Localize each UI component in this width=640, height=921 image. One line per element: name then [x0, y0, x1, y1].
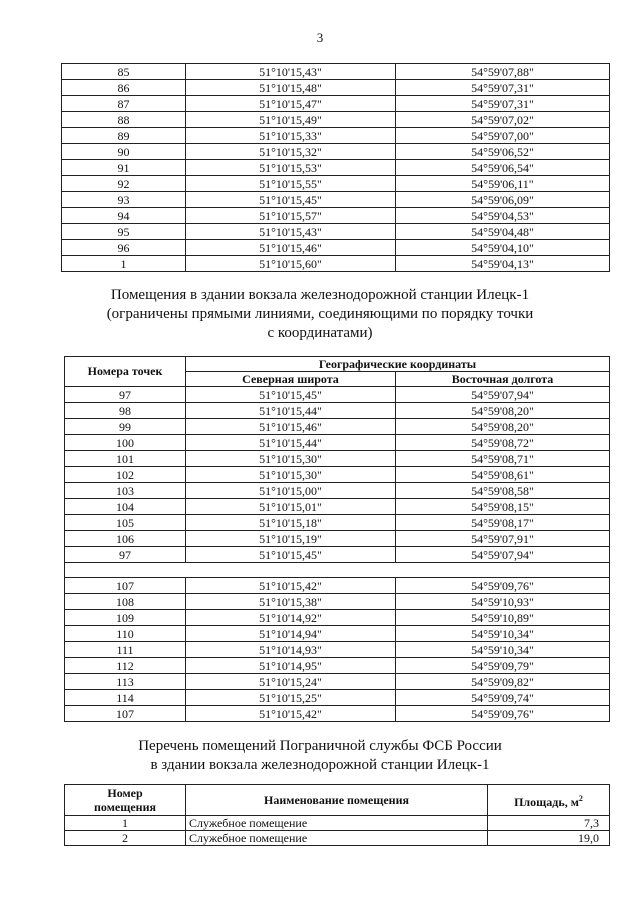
table-row [65, 706, 610, 722]
longitude-cell: 54°59'10,89" [396, 610, 610, 626]
latitude-cell: 51°10'15,45" [186, 547, 396, 563]
latitude-cell: 51°10'15,53" [186, 160, 396, 176]
latitude-cell: 51°10'14,95" [186, 658, 396, 674]
point-number: 97 [65, 547, 186, 563]
longitude-cell: 54°59'07,31" [396, 96, 610, 112]
room-name: Служебное помещение [186, 831, 488, 846]
table-row [65, 674, 610, 690]
point-number: 112 [65, 658, 186, 674]
table-row [65, 831, 610, 846]
header-room-number-line2: помещения [94, 800, 156, 814]
longitude-cell: 54°59'08,72" [396, 435, 610, 451]
longitude-cell: 54°59'04,10" [396, 240, 610, 256]
latitude-cell: 51°10'15,42" [186, 578, 396, 594]
point-number: 103 [65, 483, 186, 499]
longitude-cell: 54°59'08,20" [396, 403, 610, 419]
latitude-cell: 51°10'15,24" [186, 674, 396, 690]
point-number: 100 [65, 435, 186, 451]
latitude-cell: 51°10'15,44" [186, 435, 396, 451]
latitude-cell: 51°10'15,46" [186, 240, 396, 256]
latitude-cell: 51°10'15,49" [186, 112, 396, 128]
longitude-cell: 54°59'04,48" [396, 224, 610, 240]
header-room-name: Наименование помещения [186, 785, 488, 816]
section-title-station-rooms [0, 286, 640, 343]
table-row [65, 387, 610, 403]
latitude-cell: 51°10'14,93" [186, 642, 396, 658]
latitude-cell: 51°10'15,32" [186, 144, 396, 160]
longitude-cell: 54°59'06,54" [396, 160, 610, 176]
longitude-cell: 54°59'07,91" [396, 531, 610, 547]
longitude-cell: 54°59'06,09" [396, 192, 610, 208]
latitude-cell: 51°10'15,43" [186, 64, 396, 80]
longitude-cell: 54°59'10,34" [396, 642, 610, 658]
point-number: 98 [65, 403, 186, 419]
separator-cell [65, 563, 610, 578]
point-number: 91 [62, 160, 186, 176]
header-geo-coords: Географические координаты [186, 357, 610, 372]
latitude-cell: 51°10'15,46" [186, 419, 396, 435]
point-number: 111 [65, 642, 186, 658]
table-row [65, 531, 610, 547]
point-number: 105 [65, 515, 186, 531]
point-number: 95 [62, 224, 186, 240]
latitude-cell: 51°10'15,48" [186, 80, 396, 96]
table-row [65, 419, 610, 435]
point-number: 92 [62, 176, 186, 192]
point-number: 113 [65, 674, 186, 690]
header-room-number [65, 785, 186, 816]
title-line: в здании вокзала железнодорожной станции Илецк-1 [150, 757, 490, 773]
point-number: 108 [65, 594, 186, 610]
point-number: 93 [62, 192, 186, 208]
latitude-cell: 51°10'15,60" [186, 256, 396, 272]
point-number: 96 [62, 240, 186, 256]
latitude-cell: 51°10'15,44" [186, 403, 396, 419]
table-row [62, 224, 610, 240]
point-number: 110 [65, 626, 186, 642]
table-row [65, 435, 610, 451]
longitude-cell: 54°59'09,74" [396, 690, 610, 706]
longitude-cell: 54°59'09,79" [396, 658, 610, 674]
table-row [65, 626, 610, 642]
table-row [62, 144, 610, 160]
table-row [62, 64, 610, 80]
rooms-table [64, 784, 610, 846]
header-area [488, 785, 610, 816]
longitude-cell: 54°59'08,20" [396, 419, 610, 435]
header-area-text: Площадь, м [514, 794, 579, 809]
longitude-cell: 54°59'07,88" [396, 64, 610, 80]
point-number: 114 [65, 690, 186, 706]
latitude-cell: 51°10'15,18" [186, 515, 396, 531]
longitude-cell: 54°59'10,93" [396, 594, 610, 610]
latitude-cell: 51°10'15,33" [186, 128, 396, 144]
longitude-cell: 54°59'08,17" [396, 515, 610, 531]
title-line: с координатами) [267, 325, 373, 341]
table-row [62, 96, 610, 112]
header-room-number-line1: Номер [107, 786, 143, 800]
point-number: 89 [62, 128, 186, 144]
table-row [65, 578, 610, 594]
table-row [65, 451, 610, 467]
table-row [65, 658, 610, 674]
longitude-cell: 54°59'06,52" [396, 144, 610, 160]
longitude-cell: 54°59'07,94" [396, 387, 610, 403]
table-row [65, 816, 610, 831]
point-number: 107 [65, 706, 186, 722]
longitude-cell: 54°59'08,58" [396, 483, 610, 499]
longitude-cell: 54°59'07,02" [396, 112, 610, 128]
longitude-cell: 54°59'09,76" [396, 578, 610, 594]
table-row [62, 160, 610, 176]
header-points: Номера точек [65, 357, 186, 387]
table-row [65, 499, 610, 515]
longitude-cell: 54°59'09,82" [396, 674, 610, 690]
longitude-cell: 54°59'06,11" [396, 176, 610, 192]
title-line: (ограничены прямыми линиями, соединяющими по порядку точки [106, 306, 534, 322]
latitude-cell: 51°10'15,19" [186, 531, 396, 547]
point-number: 90 [62, 144, 186, 160]
page-number: 3 [316, 30, 324, 45]
table-row [65, 467, 610, 483]
table-row [65, 403, 610, 419]
point-number: 99 [65, 419, 186, 435]
table-row [62, 176, 610, 192]
room-number: 1 [65, 816, 186, 831]
point-number: 106 [65, 531, 186, 547]
latitude-cell: 51°10'15,30" [186, 451, 396, 467]
table-row [62, 240, 610, 256]
point-number: 107 [65, 578, 186, 594]
longitude-cell: 54°59'08,15" [396, 499, 610, 515]
point-number: 88 [62, 112, 186, 128]
table-row [65, 515, 610, 531]
table-row [65, 594, 610, 610]
latitude-cell: 51°10'14,94" [186, 626, 396, 642]
table-row [62, 112, 610, 128]
point-number: 86 [62, 80, 186, 96]
latitude-cell: 51°10'15,55" [186, 176, 396, 192]
longitude-cell: 54°59'10,34" [396, 626, 610, 642]
latitude-cell: 51°10'15,00" [186, 483, 396, 499]
header-area-sup: 2 [578, 793, 583, 803]
room-number: 2 [65, 831, 186, 846]
longitude-cell: 54°59'04,53" [396, 208, 610, 224]
table-row [65, 642, 610, 658]
longitude-cell: 54°59'07,31" [396, 80, 610, 96]
header-longitude: Восточная долгота [396, 372, 610, 387]
longitude-cell: 54°59'07,00" [396, 128, 610, 144]
table-row [62, 80, 610, 96]
room-name: Служебное помещение [186, 816, 488, 831]
longitude-cell: 54°59'08,71" [396, 451, 610, 467]
table-row [62, 128, 610, 144]
longitude-cell: 54°59'04,13" [396, 256, 610, 272]
table-row [62, 256, 610, 272]
latitude-cell: 51°10'15,45" [186, 387, 396, 403]
table-row [65, 610, 610, 626]
point-number: 101 [65, 451, 186, 467]
title-line: Помещения в здании вокзала железнодорожной станции Илецк-1 [110, 287, 530, 303]
longitude-cell: 54°59'08,61" [396, 467, 610, 483]
latitude-cell: 51°10'15,01" [186, 499, 396, 515]
latitude-cell: 51°10'15,42" [186, 706, 396, 722]
point-number: 102 [65, 467, 186, 483]
latitude-cell: 51°10'14,92" [186, 610, 396, 626]
point-number: 94 [62, 208, 186, 224]
latitude-cell: 51°10'15,43" [186, 224, 396, 240]
point-number: 85 [62, 64, 186, 80]
longitude-cell: 54°59'07,94" [396, 547, 610, 563]
latitude-cell: 51°10'15,38" [186, 594, 396, 610]
table-row [65, 483, 610, 499]
table-row [62, 192, 610, 208]
point-number: 97 [65, 387, 186, 403]
table-row [65, 690, 610, 706]
room-area: 19,0 [488, 831, 610, 846]
separator-row [65, 563, 610, 578]
latitude-cell: 51°10'15,30" [186, 467, 396, 483]
point-number: 104 [65, 499, 186, 515]
point-number: 87 [62, 96, 186, 112]
table-row [62, 208, 610, 224]
latitude-cell: 51°10'15,57" [186, 208, 396, 224]
point-number: 1 [62, 256, 186, 272]
longitude-cell: 54°59'09,76" [396, 706, 610, 722]
room-area: 7,3 [488, 816, 610, 831]
table-row [65, 547, 610, 563]
latitude-cell: 51°10'15,47" [186, 96, 396, 112]
coordinates-table-2 [64, 356, 610, 722]
coordinates-table-1 [61, 63, 610, 272]
point-number: 109 [65, 610, 186, 626]
latitude-cell: 51°10'15,25" [186, 690, 396, 706]
section-title-fsb-rooms [0, 737, 640, 775]
header-latitude: Северная широта [186, 372, 396, 387]
title-line: Перечень помещений Пограничной службы ФСБ России [138, 738, 502, 754]
latitude-cell: 51°10'15,45" [186, 192, 396, 208]
